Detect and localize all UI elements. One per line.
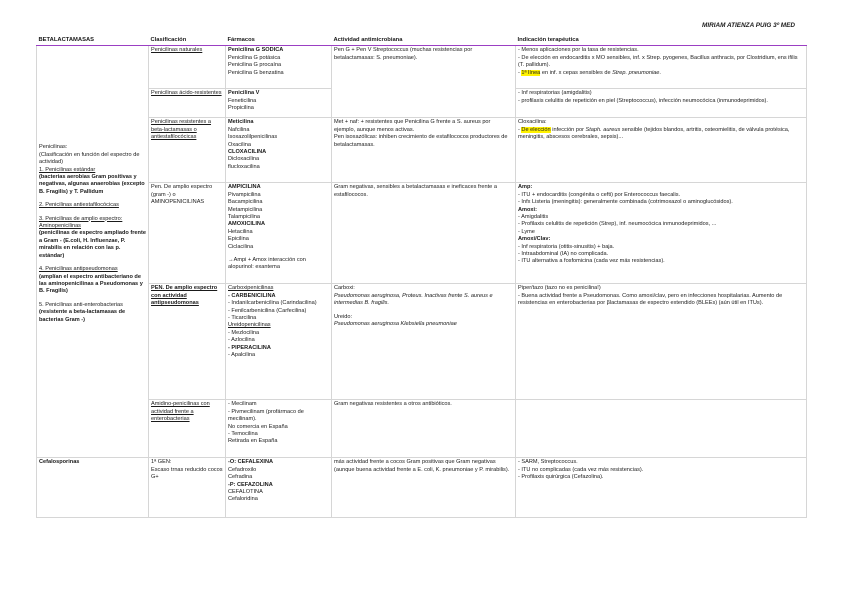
antipseudo-drugs: Carboxipenicilinas - CARBENICILINA - Indanilcarbenicilina (Carindacilina) - Fenilcarbenicilina (Carfecilina) - Ticarcilina Ureidopenicilinas - Mezlocilina - Azlocilina - PIPERACILINA - Apalcilina <box>226 284 332 400</box>
antipseudo-activity: Carboxi: Pseudomonas aeruginosa, Proteus. Inactivas frente S. aureus e intermedias B. fragilis. Ureido: Pseudomonas aeruginosa Klebsiella pneumoniae <box>332 284 516 400</box>
acido-drugs: Penicilina V Feneticilina Propicilina <box>226 89 332 118</box>
table-row <box>37 400 807 458</box>
cefalosporinas-classification: 1ª GEN: Escaso trnas reducido cocos G+ <box>149 458 226 518</box>
antiestaf-activity: Met + naf: + resistentes que Penicilina G frente a S. aureus por ejemplo, aunque menos activas. Pen isoxazólicas: inhiben crecimiento de estafilococos productores de betalactamasas. <box>332 118 516 183</box>
cefalosporinas-indication: - SARM, Streptococcus. - ITU no complicadas (cada vez más resistencias). - Profilaxis quirúrgica (Cefazolina). <box>516 458 807 518</box>
amino-indication: Amp: - ITU + endocarditis (congénita o cefti) por Enterococcus faecalis. - Infx Listeria (meningitis): generalmente combinada (cotrimoxazol o aminoglucósidos). Amoxi: - Amigdalitis - Profilaxis celulitis de repetición (Strep), inf. neumocócica inmunodeprimidos, ... - Lyme Amoxi/Clav: - Inf respiratoria (otitis-sinusitis) + baja. - Intraabdominal (IA) no complicada. - ITU alternativa a fosfomicina (cada vez más resistencias). <box>516 183 807 284</box>
table-row <box>37 183 807 284</box>
col-header-activity: Actividad antimicrobiana <box>332 36 516 46</box>
acido-indication: - Inf respiratorias (amigdalitis) - profilaxis celulitis de repetición en piel (Streptococcus), infección neumocócica (inmunodeprimidos). <box>516 89 807 118</box>
col-header-classification: Clasificación <box>149 36 226 46</box>
amidino-indication <box>516 400 807 458</box>
antiestaf-drugs: Meticilina Nafcilina Isoxazolilpenicilinas Oxacilina CLOXACILINA Dicloxacilina flucloxacilina <box>226 118 332 183</box>
amino-activity: Gram negativas, sensibles a betalactamasas e ineficaces frente a estafilococos. <box>332 183 516 284</box>
antiestaf-indication: Cloxacilina: - De elección infección por Staph. aureus sensible (tejidos blandos, artritis, osteomielitis, de válvula protésica, meningitis, abscesos cerebrales, sepsis)... <box>516 118 807 183</box>
amidino-classification: Amidino-penicilinas con actividad frente a enterobacterias <box>149 400 226 458</box>
cefalosporinas-drugs: -O: CEFALEXINA Cefadroxilo Cefradina -P: CEFAZOLINA CEFALOTINA Cefaloridina <box>226 458 332 518</box>
amino-classification: Pen. De amplio espectro (gram -) o AMINOPENICILINAS <box>149 183 226 284</box>
acido-classification: Penicilinas ácido-resistentes <box>149 89 226 118</box>
naturales-drugs: Penicilina G SÓDICA Penicilina G potásica Penicilina G procaína Penicilina G benzatina <box>226 46 332 89</box>
allopurinol-note: →Ampi + Amox interacción con alopurinol: exantema <box>228 257 306 271</box>
antipseudo-indication: Piper/tazo (tazo no es penicilina!) - Buena actividad frente a Pseudomonas. Como amoxi/clav, pero en infecciones hospitalarias. Aumento de resistencias en enterobacterias por βlactamasas de espectro extendido (BLEEs) (aún útil en ITUs). <box>516 284 807 400</box>
col-header-family: BETALACTAMASAS <box>37 36 149 46</box>
author-name: MIRIAM ATIENZA PUIG 3º MED <box>702 22 795 29</box>
table-header-row <box>37 36 807 46</box>
betalactam-table <box>36 36 807 518</box>
naturales-classification: Penicilinas naturales <box>149 46 226 89</box>
col-header-drugs: Fármacos <box>226 36 332 46</box>
naturales-indication: - Menos aplicaciones por la tasa de resistencias. - De elección en endocarditis x MO sensibles, inf. x Strep. pyogenes, Bacillus anthracis, por Clostridium, ens ifilis (T. pallidum). - 1ª línea en inf. x cepas sensibles de Strep. pneumoniae. <box>516 46 807 89</box>
antiestaf-classification: Penicilinas resistentes a beta-lactamasas o antiestafilocócicas <box>149 118 226 183</box>
table-row <box>37 46 807 89</box>
naturales-activity: Pen G + Pen V Streptococcus (muchas resistencias por betalactamasas: S. pneumoniae). <box>332 46 516 118</box>
col-header-indication: Indicación terapéutica <box>516 36 807 46</box>
table-row <box>37 458 807 518</box>
table-row <box>37 284 807 400</box>
amidino-drugs: - Mecilinam - Pivmecilinam (profármaco de mecilinam). No comercia en España - Temocilina Retirada en España <box>226 400 332 458</box>
amino-drugs: AMPICILINA Pivampicilina Bacampicilina Metampicilina Talampicilina AMOXICILINA Hetacilina Epicilina Ciclacilina →Ampi + Amox interacción con alopurinol: exantema <box>226 183 332 284</box>
first-line-note: - 1ª línea en inf. x cepas sensibles de Strep. pneumoniae. <box>518 69 661 76</box>
cefalosporinas-activity: más actividad frente a cocos Gram positivas que Gram negativas (aunque buena actividad frente a E. coli, K. pneumoniae y P. mirabilis). <box>332 458 516 518</box>
antipseudo-classification: PEN. De amplio espectro con actividad antipseudomonas <box>149 284 226 400</box>
amidino-activity: Gram negativas resistentes a otros antibióticos. <box>332 400 516 458</box>
table-row <box>37 118 807 183</box>
cloxacilina-choice: - De elección infección por Staph. aureus sensible (tejidos blandos, artritis, osteomielitis, de válvula protésica, meningitis, abscesos cerebrales, sepsis)... <box>518 126 790 141</box>
cefalosporinas-family-cell: Cefalosporinas <box>37 458 149 518</box>
penicilinas-family-cell: Penicilinas: (Clasificación en función del espectro de actividad) 1. Penicilinas estándar (bacterias aerobias Gram positivas y negativas, algunas anaerobias (excepto B. Fragilis) y T. Pallidum 2. Penicilinas antiestafilocócicas 3. Penicilinas de amplio espectro: Aminopenicilinas (penicilinas de espectro ampliado frente a Gram - (E.coli, H. Influenzae, P. mirabilis en relación con las p. estándar) 4. Penicilinas antipseudomonas (amplían el espectro antibacteriano de las aminopenicilinas a Pseudomonas y B. Fragilis) 5. Penicilinas anti-enterobacterias (resistente a beta-lactamasas de bacterias Gram -) <box>37 46 149 458</box>
